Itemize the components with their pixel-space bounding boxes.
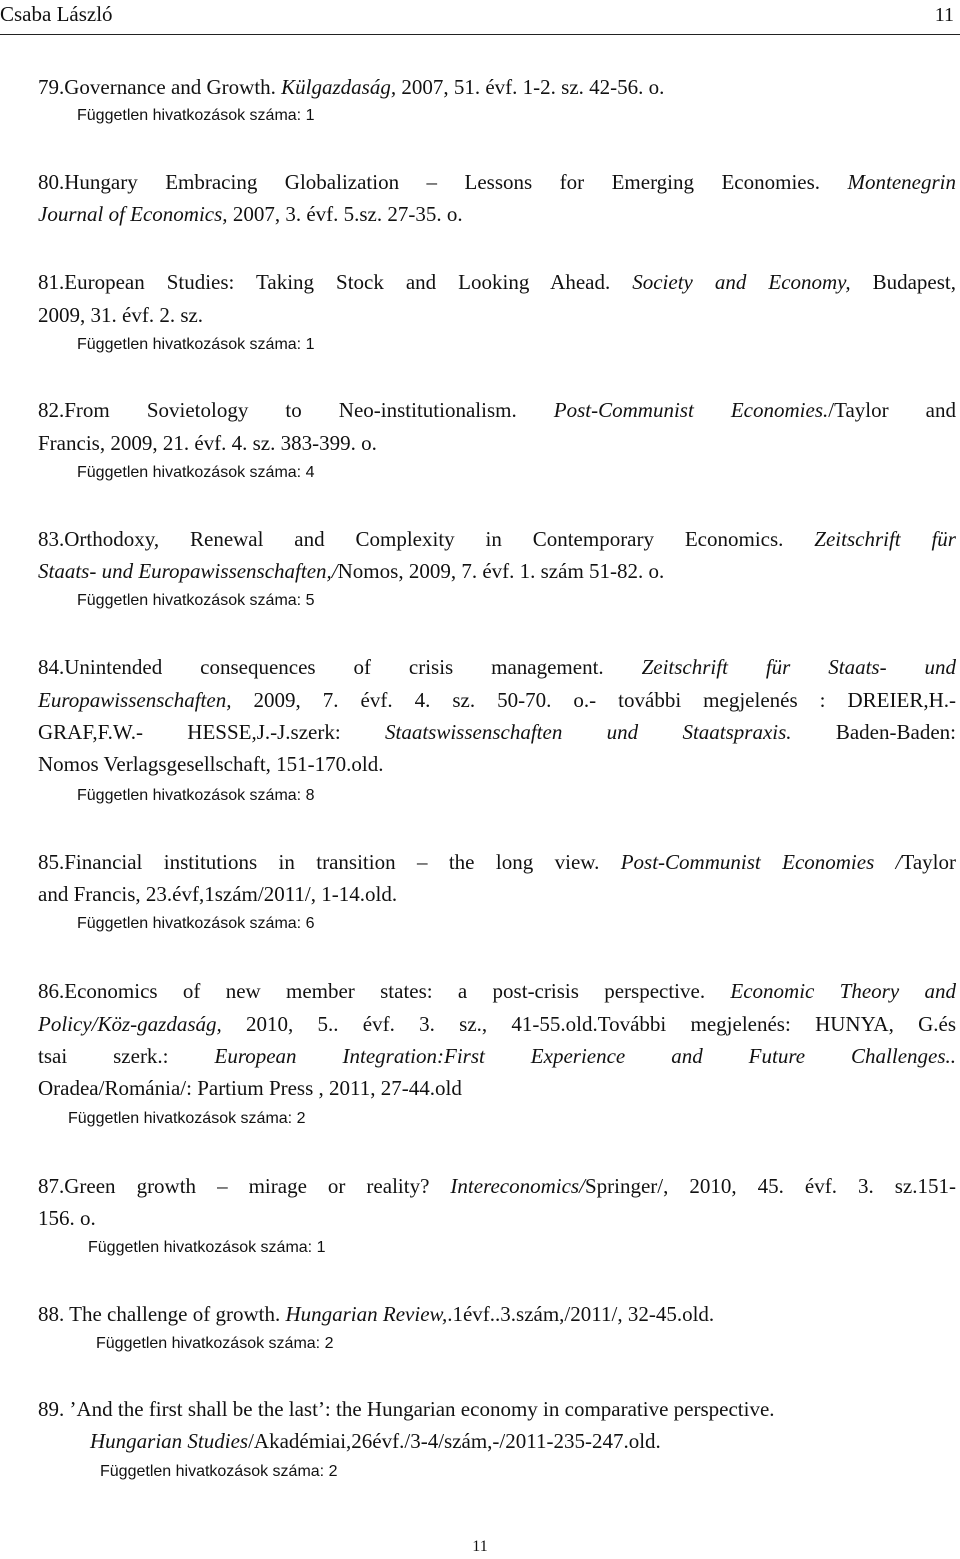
publication-text: Baden-Baden: [791, 720, 956, 744]
publication-text: 2010, 5.. évf. 3. sz., 41-55.old.További megjelenés: HUNYA, G.és [221, 1012, 956, 1036]
citation-count: Független hivatkozások száma: 5 [77, 592, 315, 609]
publication-text: 83.Orthodoxy, Renewal and Complexity in Contemporary Economics. [38, 527, 815, 551]
publication-line [38, 981, 956, 1002]
publication-line [38, 1304, 956, 1325]
publication-text: 81.European Studies: Taking Stock and Looking Ahead. [38, 270, 633, 294]
publication-text: Francis, 2009, 21. évf. 4. sz. 383-399. o. [38, 431, 377, 455]
citation-count: Független hivatkozások száma: 8 [77, 787, 315, 804]
citation-count: Független hivatkozások száma: 1 [88, 1239, 326, 1256]
publication-text: 82.From Sovietology to Neo-institutionalism. [38, 398, 554, 422]
publication-line [38, 433, 956, 454]
publication-text: 79.Governance and Growth. [38, 75, 282, 99]
publication-venue: Post-Communist Economies / [620, 850, 902, 874]
publication-text: 2007, 51. évf. 1-2. sz. 42-56. o. [396, 75, 665, 99]
publication-text: Taylor [901, 850, 956, 874]
publication-text: 85.Financial institutions in transition – the long view. [38, 850, 621, 874]
header-author: Csaba László [0, 2, 113, 26]
publication-line [38, 852, 956, 873]
publication-line [38, 1399, 956, 1420]
publication-line [38, 172, 956, 193]
footer-page-number: 11 [472, 1538, 488, 1555]
publication-line [38, 529, 956, 550]
publication-text: Budapest, [850, 270, 956, 294]
citation-count: Független hivatkozások száma: 1 [77, 336, 315, 353]
publication-line [38, 77, 956, 98]
publication-text: 87.Green growth – mirage or reality? [38, 1174, 451, 1198]
publication-text: GRAF,F.W.- HESSE,J.-J.szerk: [38, 720, 385, 744]
publication-text: 2009, 31. évf. 2. sz. [38, 303, 204, 327]
publication-venue: Policy/Köz-gazdaság, [38, 1012, 222, 1036]
publication-text: Nomos, 2009, 7. évf. 1. szám 51-82. o. [337, 559, 665, 583]
publication-line [38, 1078, 956, 1099]
publication-text: tsai szerk.: [38, 1044, 215, 1068]
publication-text: .1évf..3.szám,/2011/, 32-45.old. [447, 1302, 715, 1326]
publication-line [38, 657, 956, 678]
citation-count: Független hivatkozások száma: 1 [77, 107, 315, 124]
publication-venue: Külgazdaság, [281, 75, 397, 99]
publication-line [38, 561, 956, 582]
header-page-number: 11 [934, 4, 954, 26]
publication-text: Nomos Verlagsgesellschaft, 151-170.old. [38, 752, 384, 776]
publication-venue: Intereconomics/ [450, 1174, 585, 1198]
publication-line [90, 1431, 956, 1452]
publication-text: /Taylor and [828, 398, 956, 422]
publication-line [38, 690, 956, 711]
publication-line [38, 1208, 956, 1229]
publication-text: 2009, 7. évf. 4. sz. 50-70. o.- további megjelenés : DREIER,H.- [231, 688, 956, 712]
publication-text: 156. o. [38, 1206, 96, 1230]
publication-venue: Hungarian Studies [90, 1429, 249, 1453]
publication-line [38, 1176, 956, 1197]
publication-venue: Zeitschrift für Staats- und [641, 655, 956, 679]
publication-line [38, 400, 956, 421]
page-header [0, 0, 960, 35]
publication-venue: Hungarian Review, [285, 1302, 448, 1326]
publication-venue: Economic Theory and [730, 979, 956, 1003]
publication-text: 88. The challenge of growth. [38, 1302, 286, 1326]
publication-line [38, 1014, 956, 1035]
publication-line [38, 1046, 956, 1067]
citation-count: Független hivatkozások száma: 2 [96, 1335, 334, 1352]
publication-venue: Montenegrin [847, 170, 956, 194]
publication-venue: Staats- und Europawissenschaften,/ [38, 559, 338, 583]
citation-count: Független hivatkozások száma: 2 [100, 1463, 338, 1480]
citation-count: Független hivatkozások száma: 6 [77, 915, 315, 932]
publication-text: 86.Economics of new member states: a post-crisis perspective. [38, 979, 731, 1003]
publication-line [38, 272, 956, 293]
publication-venue: Journal of Economics, [38, 202, 228, 226]
publication-text: 2007, 3. évf. 5.sz. 27-35. o. [227, 202, 463, 226]
publication-line [38, 884, 956, 905]
publication-text: Oradea/Románia/: Partium Press , 2011, 27-44.old [38, 1076, 462, 1100]
publication-venue: Staatswissenschaften und Staatspraxis. [385, 720, 792, 744]
publication-venue: Society and Economy, [632, 270, 851, 294]
citation-count: Független hivatkozások száma: 2 [68, 1110, 306, 1127]
publication-text: 80.Hungary Embracing Globalization – Lessons for Emerging Economies. [38, 170, 848, 194]
publication-line [38, 754, 956, 775]
publication-line [38, 722, 956, 743]
publication-line [38, 204, 956, 225]
publication-venue: Post-Communist Economies. [553, 398, 829, 422]
publication-text: and Francis, 23.évf,1szám/2011/, 1-14.old. [38, 882, 398, 906]
publication-venue: Zeitschrift für [814, 527, 956, 551]
publication-venue: European Integration:First Experience and Future Challenges.. [214, 1044, 957, 1068]
publication-text: 84.Unintended consequences of crisis management. [38, 655, 642, 679]
publication-line [38, 305, 956, 326]
citation-count: Független hivatkozások száma: 4 [77, 464, 315, 481]
publication-text: Springer/, 2010, 45. évf. 3. sz.151- [584, 1174, 956, 1198]
publication-text: /Akadémiai,26évf./3-4/szám,-/2011-235-247.old. [248, 1429, 661, 1453]
publication-venue: Europawissenschaften, [38, 688, 232, 712]
publication-text: 89. ’And the first shall be the last’: the Hungarian economy in comparative perspective. [38, 1397, 775, 1421]
